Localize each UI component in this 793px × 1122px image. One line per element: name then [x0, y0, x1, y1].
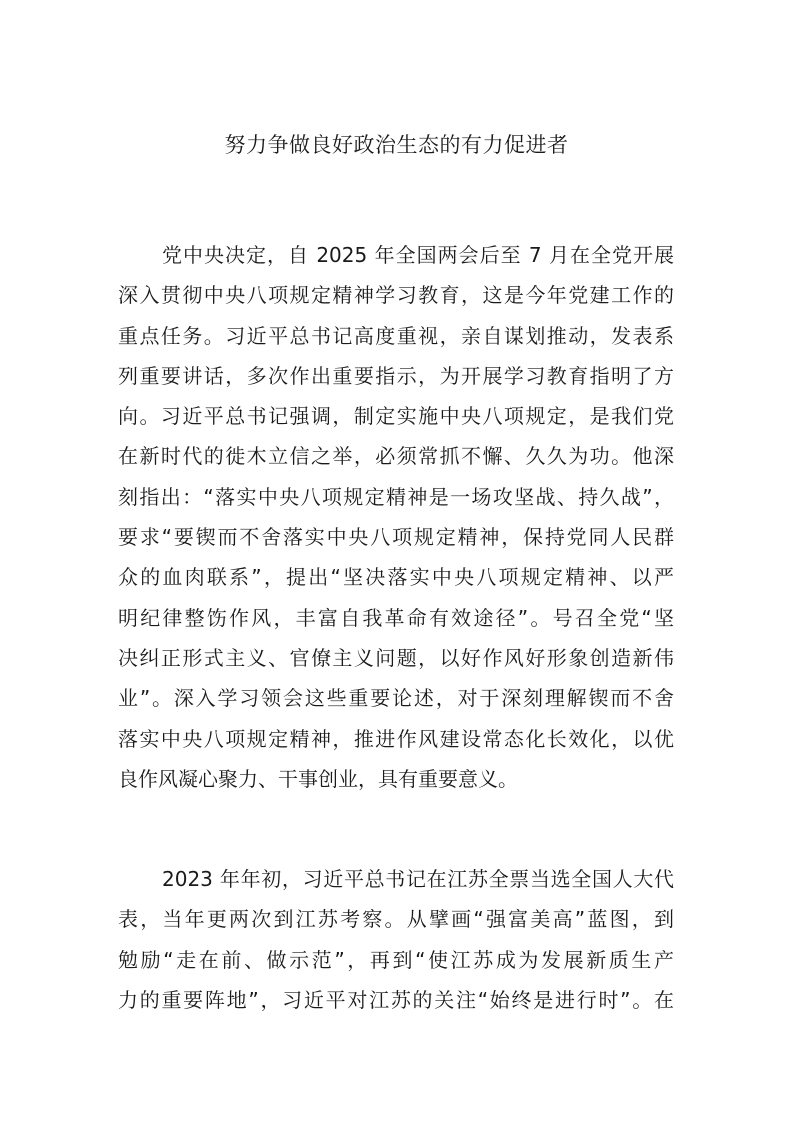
paragraph-line: 刻指出：“落实中央八项规定精神是一场攻坚战、持久战”， — [118, 484, 674, 509]
paragraph-line: 表，当年更两次到江苏考察。从擘画“强富美高”蓝图，到 — [118, 907, 674, 932]
paragraph-line: 决纠正形式主义、官僚主义问题，以好作风好形象创造新伟 — [118, 645, 674, 670]
paragraph-line: 明纪律整饬作风，丰富自我革命有效途径”。号召全党“坚 — [118, 605, 674, 630]
paragraph-line: 落实中央八项规定精神，推进作风建设常态化长效化，以优 — [118, 726, 674, 751]
paragraph-line: 党中央决定，自 2025 年全国两会后至 7 月在全党开展 — [162, 243, 674, 267]
paragraph-line: 在新时代的徙木立信之举，必须常抓不懈、久久为功。他深 — [118, 444, 674, 469]
paragraph-line: 重点任务。习近平总书记高度重视，亲自谋划推动，发表系 — [118, 323, 674, 348]
paragraph-line: 业”。深入学习领会这些重要论述，对于深刻理解锲而不舍 — [118, 686, 674, 711]
paragraph-line: 向。习近平总书记强调，制定实施中央八项规定，是我们党 — [118, 404, 674, 429]
paragraph-2 — [118, 859, 674, 1020]
paragraph-line: 众的血肉联系”，提出“坚决落实中央八项规定精神、以严 — [118, 565, 674, 590]
paragraph-line: 要求“要锲而不舍落实中央八项规定精神，保持党同人民群 — [118, 525, 674, 550]
paragraph-line: 良作风凝心聚力、干事创业，具有重要意义。 — [118, 766, 518, 791]
paragraph-line: 深入贯彻中央八项规定精神学习教育，这是今年党建工作的 — [118, 283, 674, 308]
paragraph-line: 力的重要阵地”，习近平对江苏的关注“始终是进行时”。在 — [118, 987, 674, 1012]
paragraph-line: 勉励“走在前、做示范”，再到“使江苏成为发展新质生产 — [118, 947, 674, 972]
paragraph-line: 列重要讲话，多次作出重要指示，为开展学习教育指明了方 — [118, 363, 674, 388]
document-title: 努力争做良好政治生态的有力促进者 — [224, 133, 569, 157]
paragraph-line: 2023 年年初，习近平总书记在江苏全票当选全国人大代 — [162, 867, 674, 891]
paragraph-1 — [118, 235, 674, 799]
